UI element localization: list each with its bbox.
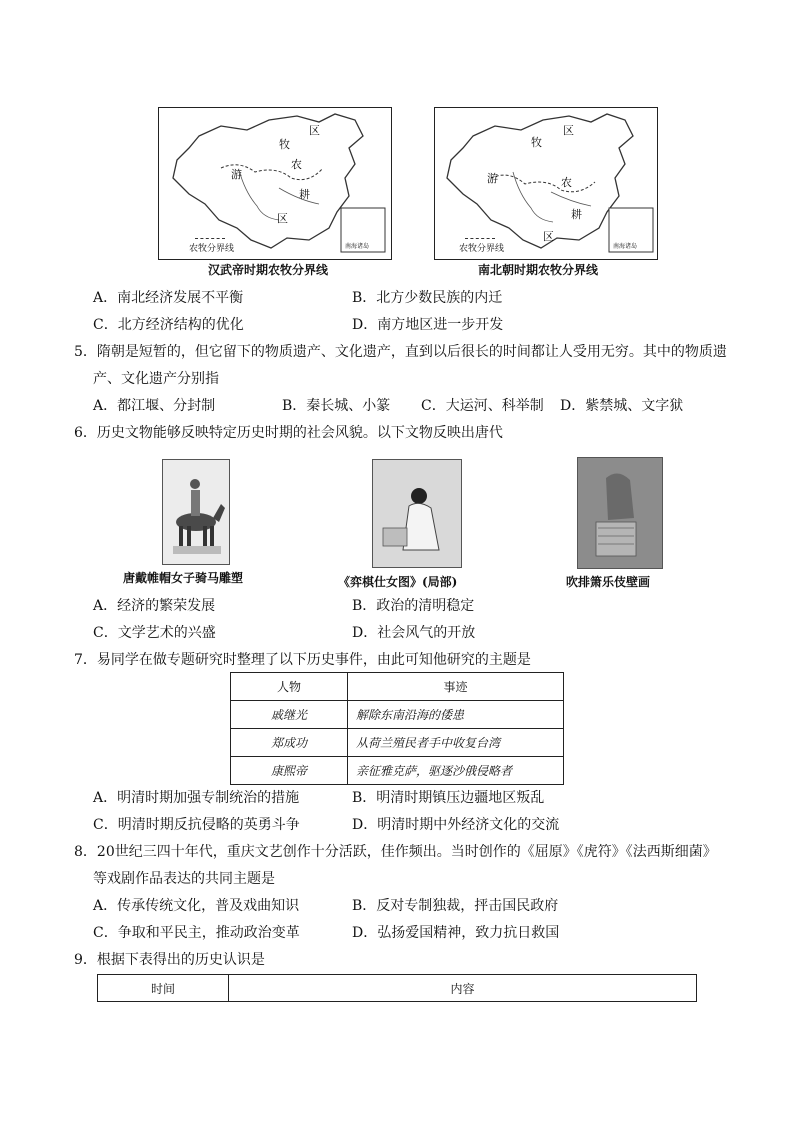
table-header-cell: 事迹: [348, 673, 564, 701]
q8-stem-line2: 等戏剧作品表达的共同主题是: [93, 871, 275, 887]
table-row: [231, 757, 564, 785]
weiqi-lady-figure: [373, 460, 461, 567]
q9-table: [97, 974, 697, 1002]
legend-line: [195, 238, 225, 239]
map-label: 农: [561, 176, 572, 189]
q5-option-c: C．大运河、科举制: [421, 398, 544, 414]
table-cell-person: 康熙帝: [231, 757, 348, 785]
q8-stem-line1: 8．20世纪三四十年代，重庆文艺创作十分活跃，佳作频出。当时创作的《屈原》《虎符》《法西斯细菌》: [74, 844, 717, 860]
q9-stem: 9．根据下表得出的历史认识是: [74, 952, 265, 968]
q7-stem: 7．易同学在做专题研究时整理了以下历史事件，由此可知他研究的主题是: [74, 652, 531, 668]
musician-mural-figure: [578, 458, 662, 568]
q6-option-d: D．社会风气的开放: [352, 625, 476, 641]
map-label: 游: [231, 168, 242, 181]
q6-option-b: B．政治的清明稳定: [352, 598, 475, 614]
table-cell-deed: 从荷兰殖民者手中收复台湾: [348, 729, 564, 757]
legend-line: [465, 238, 495, 239]
artifact-photo-horse-rider: [162, 459, 230, 565]
map-label: 耕: [299, 188, 310, 201]
inset-label: 南海诸岛: [345, 243, 370, 250]
artifact-photo-weiqi-painting: [372, 459, 462, 568]
map-label: 区: [543, 230, 554, 243]
table-cell-deed: 亲征雅克萨，驱逐沙俄侵略者: [348, 757, 564, 785]
q6-option-a: A．经济的繁荣发展: [93, 598, 216, 614]
q4-option-b: B．北方少数民族的内迁: [352, 290, 503, 306]
artifact-photo-mural: [577, 457, 663, 569]
map-label: 耕: [571, 208, 582, 221]
q6-option-c: C．文学艺术的兴盛: [93, 625, 216, 641]
table-row: [231, 701, 564, 729]
table-cell-person: 戚继光: [231, 701, 348, 729]
map-han-wudi: [158, 107, 392, 260]
map-label: 牧: [531, 136, 542, 149]
map-caption: 汉武帝时期农牧分界线: [208, 263, 329, 277]
map-label: 游: [487, 172, 498, 185]
artifact-caption-2: 《弈棋仕女图》(局部): [338, 575, 458, 589]
q7-option-a: A．明清时期加强专制统治的措施: [93, 790, 300, 806]
table-header-row: [98, 975, 697, 1002]
q8-option-d: D．弘扬爱国精神，致力抗日救国: [352, 925, 560, 941]
map-label: 区: [277, 212, 288, 225]
q5-stem-line1: 5．隋朝是短暂的，但它留下的物质遗产、文化遗产，直到以后很长的时间都让人受用无穷。其中的物质遗: [74, 344, 727, 360]
china-map-outline: [159, 108, 391, 259]
q7-option-d: D．明清时期中外经济文化的交流: [352, 817, 560, 833]
map-label: 区: [563, 124, 574, 137]
artifact-caption-3: 吹排箫乐伎壁画: [566, 575, 651, 589]
q5-stem-line2: 产、文化遗产分别指: [93, 371, 219, 387]
horse-rider-figure: [163, 460, 229, 564]
q8-option-a: A．传承传统文化，普及戏曲知识: [93, 898, 300, 914]
table-header-cell: 时间: [98, 975, 229, 1002]
q8-option-b: B．反对专制独裁，抨击国民政府: [352, 898, 559, 914]
artifact-caption-1: 唐戴帷帽女子骑马雕塑: [123, 571, 244, 585]
q8-option-c: C．争取和平民主，推动政治变革: [93, 925, 300, 941]
q5-option-d: D．紫禁城、文字狱: [560, 398, 684, 414]
q4-option-a: A．南北经济发展不平衡: [93, 290, 244, 306]
legend-text: 农牧分界线: [189, 244, 235, 254]
map-label: 区: [309, 124, 320, 137]
inset-label: 南海诸岛: [613, 243, 638, 250]
table-cell-person: 郑成功: [231, 729, 348, 757]
q5-option-b: B．秦长城、小篆: [282, 398, 391, 414]
map-caption: 南北朝时期农牧分界线: [478, 263, 599, 277]
q7-option-c: C．明清时期反抗侵略的英勇斗争: [93, 817, 300, 833]
table-cell-deed: 解除东南沿海的倭患: [348, 701, 564, 729]
q7-table: [230, 672, 564, 785]
map-nanbeichao: [434, 107, 658, 260]
map-label: 牧: [279, 138, 290, 151]
table-header-cell: 人物: [231, 673, 348, 701]
q4-option-c: C．北方经济结构的优化: [93, 317, 244, 333]
q5-option-a: A．都江堰、分封制: [93, 398, 216, 414]
map-label: 农: [291, 158, 302, 171]
table-header-cell: 内容: [229, 975, 697, 1002]
q7-option-b: B．明清时期镇压边疆地区叛乱: [352, 790, 545, 806]
table-row: [231, 729, 564, 757]
q4-option-d: D．南方地区进一步开发: [352, 317, 504, 333]
table-header-row: [231, 673, 564, 701]
legend-text: 农牧分界线: [459, 244, 505, 254]
q6-stem: 6．历史文物能够反映特定历史时期的社会风貌。以下文物反映出唐代: [74, 425, 503, 441]
